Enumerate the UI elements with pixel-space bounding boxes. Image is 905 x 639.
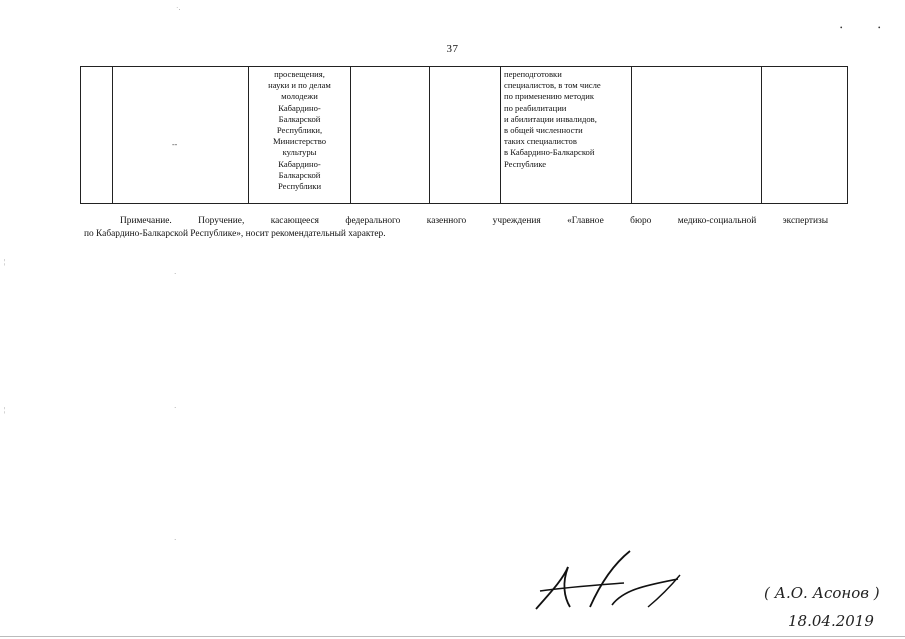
indicator-line: специалистов, в том числе xyxy=(504,80,601,91)
scan-speck: • xyxy=(840,24,843,32)
indicator-line: в Кабардино-Балкарской xyxy=(504,147,595,158)
org-line: просвещения, xyxy=(274,69,325,79)
table-cell-responsible-organizations xyxy=(249,67,351,204)
indicator-line: по реабилитации xyxy=(504,102,567,113)
org-line: молодежи xyxy=(281,91,318,102)
footnote-line: Примечание. Поручение, касающееся федерального казенного учреждения «Главное бюро медико-социальной экспертизы xyxy=(120,216,828,226)
table-cell-start-date xyxy=(351,67,430,204)
table-cell-value xyxy=(632,67,762,204)
footnote-line: по Кабардино-Балкарской Республике», носит рекомендательный характер. xyxy=(84,229,386,240)
scan-speck: • xyxy=(878,24,881,32)
activities-table xyxy=(80,66,848,204)
indicator-line: Республике xyxy=(504,158,547,169)
table-row xyxy=(81,67,848,204)
indicator-line: и абилитации инвалидов, xyxy=(504,113,597,124)
scan-speck: ¦ xyxy=(4,406,6,414)
page-bottom-edge xyxy=(0,636,905,637)
handwritten-name-and-date xyxy=(760,578,900,632)
scan-speck: ¦ xyxy=(4,258,6,266)
org-line: Республики, xyxy=(276,125,323,136)
footnote xyxy=(84,215,828,242)
indicator-line: по применению методик xyxy=(504,91,595,102)
table-cell-number xyxy=(81,67,113,204)
handwritten-date: 18.04.2019 xyxy=(788,612,874,630)
dash-mark: -- xyxy=(172,140,178,149)
page-number: 37 xyxy=(446,43,459,55)
org-line: Министерство xyxy=(273,136,326,147)
scan-speck: · xyxy=(174,536,177,544)
table-cell-end-date xyxy=(430,67,501,204)
org-line: Республики xyxy=(277,181,322,192)
scan-speck: · xyxy=(174,404,177,412)
org-line: культуры xyxy=(282,147,317,158)
table-cell-event xyxy=(113,67,249,204)
scan-speck: ˙· xyxy=(176,6,181,14)
indicator-line: в общей численности xyxy=(504,125,583,136)
table-cell-notes xyxy=(762,67,848,204)
org-line: Кабардино- xyxy=(278,102,321,113)
org-line: Кабардино- xyxy=(278,158,321,169)
org-line: Балкарской xyxy=(278,169,321,180)
org-line: Балкарской xyxy=(278,113,321,124)
table-cell-indicator xyxy=(501,67,632,204)
indicator-line: таких специалистов xyxy=(504,136,577,147)
scan-speck: · xyxy=(174,270,177,278)
handwritten-name: ( А.О. Асонов ) xyxy=(764,584,880,602)
signature-image xyxy=(528,545,688,617)
indicator-line: переподготовки xyxy=(504,69,562,79)
org-line: науки и по делам xyxy=(268,80,331,91)
